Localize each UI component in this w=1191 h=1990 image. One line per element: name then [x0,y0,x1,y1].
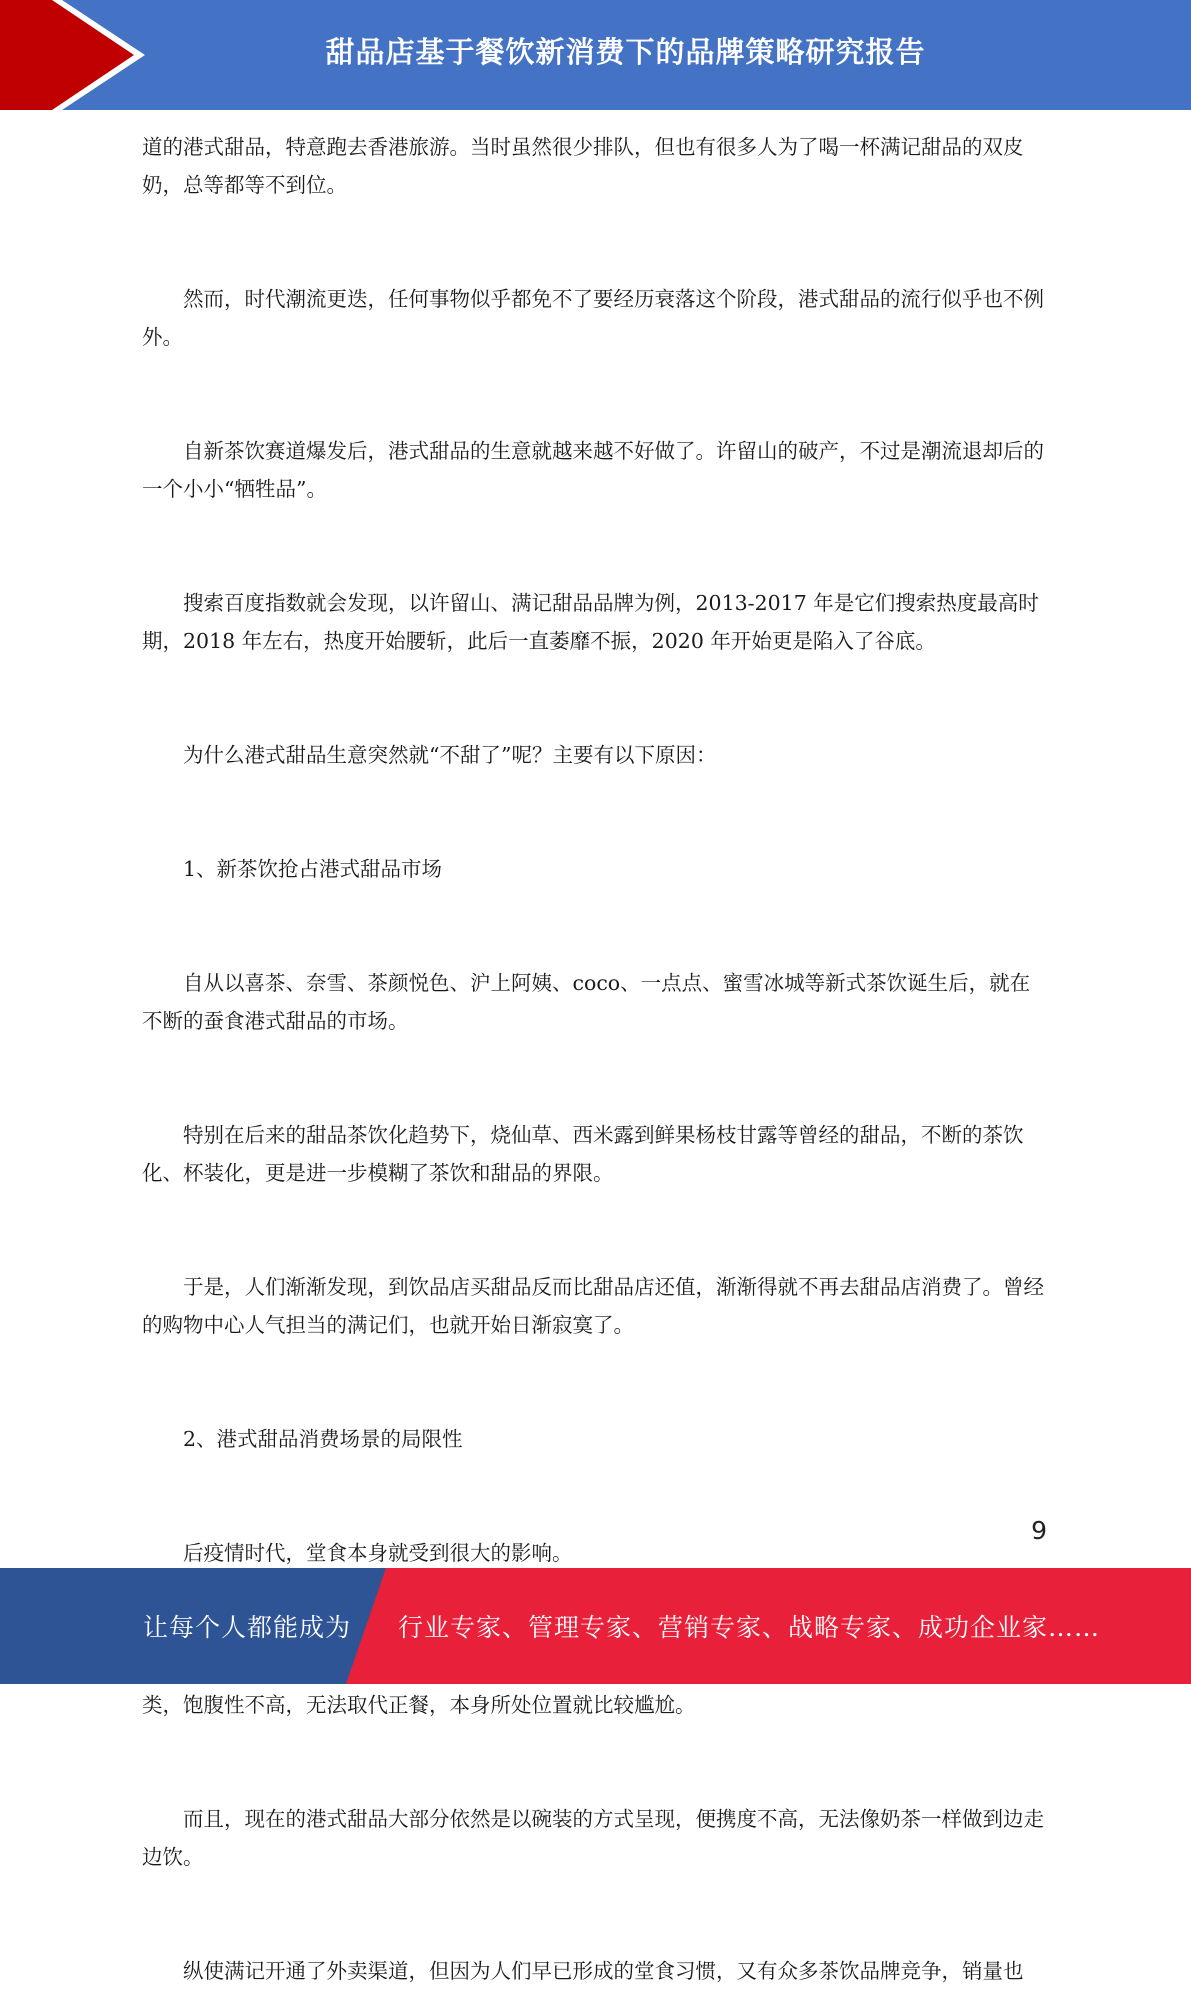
document-body [142,128,1046,1990]
footer-slogan-right: 行业专家、管理专家、营销专家、战略专家、成功企业家…… [398,1613,1101,1642]
footer-slogan-left: 让每个人都能成为 [143,1613,352,1642]
paragraph: 特别在后来的甜品茶饮化趋势下，烧仙草、西米露到鲜果杨枝甘露等曾经的甜品，不断的茶饮化、杯装化，更是进一步模糊了茶饮和甜品的界限。 [142,1123,1024,1185]
paragraph: 为什么港式甜品生意突然就“不甜了”呢？主要有以下原因： [183,743,717,767]
paragraph: 类，饱腹性不高，无法取代正餐，本身所处位置就比较尴尬。 [142,1693,696,1717]
paragraph: 然而，时代潮流更迭，任何事物似乎都免不了要经历衰落这个阶段，港式甜品的流行似乎也不例外。 [142,287,1044,349]
paragraph: 搜索百度指数就会发现，以许留山、满记甜品品牌为例，2013-2017 年是它们搜索热度最高时期，2018 年左右，热度开始腰斩，此后一直萎靡不振，2020 年开始更是陷入了谷底。 [142,591,1039,653]
chevron-decoration-icon [0,0,150,110]
document-title: 甜品店基于餐饮新消费下的品牌策略研究报告 [325,34,926,69]
section-heading: 1、新茶饮抢占港式甜品市场 [183,857,443,881]
section-heading: 2、港式甜品消费场景的局限性 [183,1427,463,1451]
paragraph: 而且，现在的港式甜品大部分依然是以碗装的方式呈现，便携度不高，无法像奶茶一样做到边走边饮。 [142,1807,1044,1869]
paragraph: 纵使满记开通了外卖渠道，但因为人们早已形成的堂食习惯，又有众多茶饮品牌竞争，销量也 [183,1959,1024,1983]
paragraph: 自新茶饮赛道爆发后，港式甜品的生意就越来越不好做了。许留山的破产，不过是潮流退却后的一个小小“牺牲品”。 [142,439,1044,501]
page-number: 9 [1031,1516,1047,1545]
paragraph: 自从以喜茶、奈雪、茶颜悦色、沪上阿姨、coco、一点点、蜜雪冰城等新式茶饮诞生后，就在不断的蚕食港式甜品的市场。 [142,971,1031,1033]
header-bar [0,0,1191,110]
footer-bar [0,1568,1191,1684]
paragraph: 于是，人们渐渐发现，到饮品店买甜品反而比甜品店还值，渐渐得就不再去甜品店消费了。曾经的购物中心人气担当的满记们，也就开始日渐寂寞了。 [142,1275,1044,1337]
paragraph: 后疫情时代，堂食本身就受到很大的影响。 [183,1541,573,1565]
paragraph: 道的港式甜品，特意跑去香港旅游。当时虽然很少排队，但也有很多人为了喝一杯满记甜品的双皮奶，总等都等不到位。 [142,135,1024,197]
